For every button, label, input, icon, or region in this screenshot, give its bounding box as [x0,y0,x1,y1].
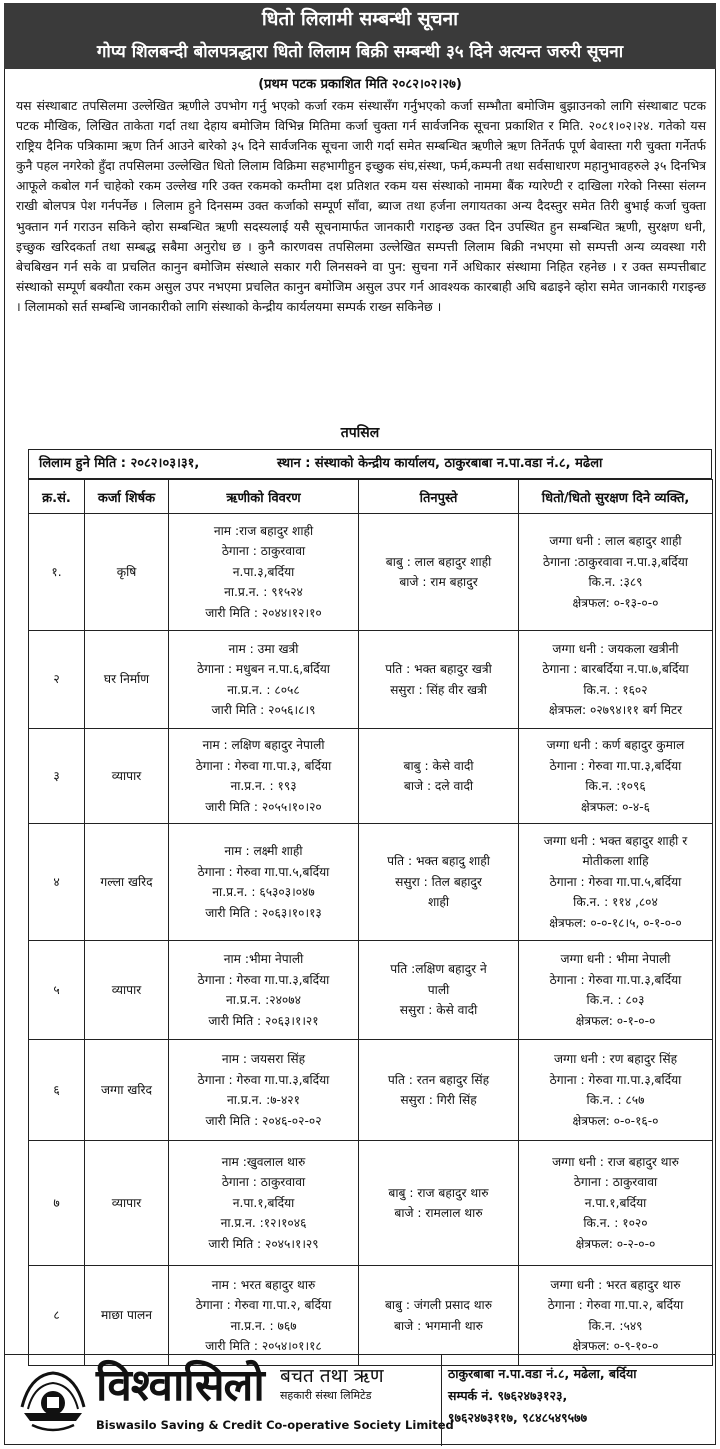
collateral-details-cell [519,941,713,1040]
loan-type-cell: कृषि [85,514,169,631]
loan-type-cell: व्यापार [85,1141,169,1266]
collateral-line: कि.न. : ११४ ,८०४ [573,895,658,910]
family-line: पति : भक्त बहादुर खत्री [385,662,492,676]
family-line: बाबु : केसे वादी [403,758,474,773]
collateral-line: क्षेत्रफल: ०-४-६ [581,799,650,814]
borrower-line: नाम :भीमा नेपाली [223,952,304,966]
borrower-line: जारी मिति : २०५४।०१।१८ [205,1339,322,1353]
borrower-line: नाम :खुवलाल थारु [221,1154,306,1169]
collateral-line: ठेगाना :ठाकुरवावा न.पा.३,बर्दिया [543,554,688,569]
table-body [29,514,713,1366]
collateral-details-cell [519,631,713,729]
english-name: Biswasilo Saving & Credit Co-operative Society Limited [96,1418,454,1432]
borrower-line: जारी मिति : २०४५।१।२९ [208,1236,319,1251]
serial-number-cell: ६ [29,1040,85,1141]
contact-block [441,1355,716,1446]
collateral-line: क्षेत्रफल: ०२७९४।११ बर्ग मिटर [548,703,683,717]
collateral-line: जग्गा धनी : कर्ण बहादुर कुमाल [546,738,685,752]
borrower-details-cell [169,514,359,631]
borrower-line: नाम : लक्ष्मी शाही [224,844,303,858]
collateral-line: जग्गा धनी : रण बहादुर सिंह [553,1052,678,1066]
family-details-cell [359,824,519,941]
family-details-cell [359,1266,519,1366]
borrower-line: जारी मिति : २०४६-०२-०२ [205,1113,322,1128]
family-line: ससुरा : गिरी सिंह [400,1093,477,1107]
borrower-line: ना.प्र.न. :२४०७४ [226,993,301,1007]
family-line: बाबु : राज बहादुर थारु [388,1185,489,1200]
borrower-line: ना.प्र.न. : ९१५२४ [224,585,303,600]
family-details-cell [359,514,519,631]
table-row [29,1141,713,1266]
borrower-line: जारी मिति : २०६३।१।२१ [208,1013,319,1028]
family-line: पति : रतन बहादुर सिंह [387,1072,490,1087]
col-header-family: तिनपुस्ते [359,480,519,514]
borrower-details-cell [169,824,359,941]
family-line: बाजे : राम बहादुर [399,575,478,589]
family-details-cell [359,729,519,824]
auction-info-bar [28,449,712,479]
collateral-line: कि.न. : ८०३ [586,993,645,1007]
serial-number-cell: ३ [29,729,85,824]
collateral-line: ठेगाना : ठाकुरवावा [573,1175,658,1190]
family-details-cell [359,1040,519,1141]
collateral-line: न.पा.१,बर्दिया [584,1195,647,1210]
collateral-line: कि.न. :५४९ [588,1318,643,1333]
office-address: ठाकुरबाबा न.पा.वडा नं.८, मढेला, बर्दिया [448,1366,637,1381]
serial-number-cell: ७ [29,1141,85,1266]
family-line: पति :लक्षिण बहादुर ने [390,962,487,977]
family-line: बाजे : रामलाल थारु [394,1206,483,1220]
collateral-line: जग्गा धनी : जयकला खत्रीनी [552,641,679,656]
loan-type-cell: घर निर्माण [85,631,169,729]
borrower-line: ठेगाना : ठाकुरवावा [221,544,306,559]
col-header-sn: क्र.सं. [29,480,85,514]
family-line: पाली [427,982,450,997]
annex-title: तपसिल [340,425,380,441]
collateral-line: कि.न. : १०२० [583,1216,648,1231]
brand-tagline-sub: सहकारी संस्था लिमिटेड [280,1389,372,1402]
borrower-details-cell [169,1040,359,1141]
serial-number-cell: २ [29,631,85,729]
collateral-line: कि.न. : १६०२ [583,682,648,697]
borrower-line: ठेगाना : मधुबन न.पा.६,बर्दिया [197,662,330,676]
borrower-line: जारी मिति : २०५५।१०।२० [205,799,322,814]
family-line: शाही [427,895,450,910]
borrower-line: जारी मिति : २०६३।१०।१३ [205,905,322,920]
table-row [29,1040,713,1141]
borrower-line: न.पा.३,बर्दिया [232,564,295,579]
borrower-line: ठेगाना : गेरुवा गा.पा.३,बर्दिया [197,1072,330,1087]
phone-numbers: ९७६२४७३११७, ९८४८५४९५७७ [448,1410,588,1425]
brand-name: विश्वासिलो [96,1360,264,1411]
collateral-line: जग्गा धनी : लाल बहादुर शाही [549,534,682,548]
loan-type-cell: माछा पालन [85,1266,169,1366]
borrower-details-cell [169,1266,359,1366]
collateral-line: जग्गा धनी : राज बहादुर थारु [552,1154,679,1169]
serial-number-cell: ५ [29,941,85,1040]
collateral-line: जग्गा धनी : भरत बहादुर थारु [550,1277,681,1292]
col-header-borrower: ऋणीको विवरण [169,480,359,514]
collateral-line: मोतीकला शाहि [582,854,649,869]
borrower-line: जारी मिति : २०४४।१२।१० [205,605,322,620]
loan-type-cell: व्यापार [85,729,169,824]
collateral-line: ठेगाना : गेरुवा गा.पा.३,बर्दिया [549,758,682,773]
borrower-line: नाम : उमा खत्री [228,641,299,656]
borrower-line: ठेगाना : गेरुवा गा.पा.५,बर्दिया [197,864,330,879]
collateral-details-cell [519,1266,713,1366]
auction-place: स्थान : संस्थाको केन्द्रीय कार्यालय, ठाकुरबाबा न.पा.वडा नं.८, मढेला [277,456,603,471]
loan-type-cell: व्यापार [85,941,169,1040]
borrower-details-cell [169,631,359,729]
collateral-line: ठेगाना : बारबर्दिया न.पा.७,बर्दिया [542,662,689,676]
collateral-line: कि.न. :१०९६ [585,779,646,793]
notice-title: धितो लिलामी सम्बन्धी सूचना [4,3,716,35]
collateral-details-cell [519,514,713,631]
first-published-date: (प्रथम पटक प्रकाशित मिति २०८२।०२।२७) [258,77,462,92]
borrower-line: ठेगाना : ठाकुरवावा [221,1175,306,1190]
table-row [29,1266,713,1366]
collateral-table [28,479,713,1366]
borrower-details-cell [169,729,359,824]
table-row [29,824,713,941]
borrower-details-cell [169,941,359,1040]
collateral-line: क्षेत्रफल: ०-९-१०-० [572,1339,659,1353]
collateral-details-cell [519,729,713,824]
collateral-details-cell [519,1040,713,1141]
loan-type-cell: गल्ला खरिद [85,824,169,941]
collateral-line: कि.न. :३८९ [588,575,643,589]
collateral-line: जग्गा धनी : भक्त बहादुर शाही र [543,833,688,848]
cooperative-logo-icon [18,1367,88,1433]
borrower-line: न.पा.१,बर्दिया [232,1195,295,1210]
borrower-line: जारी मिति : २०५६।८।९ [211,703,316,717]
collateral-line: ठेगाना : गेरुवा गा.पा.३,बर्दिया [549,1072,682,1087]
serial-number-cell: ८ [29,1266,85,1366]
table-row [29,729,713,824]
family-line: ससुरा : केसे वादी [399,1003,478,1018]
collateral-line: ठेगाना : गेरुवा गा.पा.२, बर्दिया [547,1298,684,1312]
table-row [29,941,713,1040]
collateral-line: क्षेत्रफल: ०-०-१६-० [572,1113,659,1128]
contact-number: सम्पर्क नं. ९७६२४७३१२३, [448,1388,568,1403]
borrower-line: नाम :राज बहादुर शाही [213,523,314,538]
borrower-line: ना.प्र.न. : १९३ [230,779,297,793]
table-row [29,514,713,631]
col-header-collateral: धितो/धितो सुरक्षण दिने व्यक्ति, [519,480,713,514]
borrower-line: नाम : भरत बहादुर थारु [211,1277,316,1292]
col-header-loan-type: कर्जा शिर्षक [85,480,169,514]
family-line: बाजे : दले वादी [403,779,474,793]
borrower-line: ना.प्र.न. :१२।१०४६ [220,1216,307,1231]
family-details-cell [359,1141,519,1266]
collateral-line: ठेगाना : गेरुवा गा.पा.५,बर्दिया [549,874,682,889]
collateral-line: क्षेत्रफल: ०-१-०-० [575,1013,656,1028]
collateral-details-cell [519,824,713,941]
collateral-line: कि.न. : ८५७ [586,1093,645,1107]
collateral-line: जग्गा धनी : भीमा नेपाली [560,952,671,966]
borrower-line: ठेगाना : गेरुवा गा.पा.२, बर्दिया [195,1298,332,1312]
serial-number-cell: ४ [29,824,85,941]
loan-type-cell: जग्गा खरिद [85,1040,169,1141]
borrower-line: ना.प्र.न. : ७६७ [230,1318,297,1333]
borrower-line: ठेगाना : गेरुवा गा.पा.३,बर्दिया [197,972,330,987]
family-line: ससुरा : तिल बहादुर [395,874,482,889]
serial-number-cell: १. [29,514,85,631]
table-row [29,631,713,729]
family-line: बाबु : लाल बहादुर शाही [385,554,492,569]
borrower-line: ना.प्र.न. : ६५३०३।०४७ [212,885,315,899]
borrower-line: ना.प्र.न. : ८०५८ [227,682,300,697]
collateral-line: ठेगाना : गेरुवा गा.पा.३,बर्दिया [549,972,682,987]
family-line: ससुरा : सिंह वीर खत्री [390,682,487,697]
family-details-cell [359,941,519,1040]
brand-tagline: बचत तथा ऋण [280,1365,384,1387]
collateral-details-cell [519,1141,713,1266]
borrower-line: नाम : लक्षिण बहादुर नेपाली [202,738,325,752]
family-line: पति : भक्त बहादु शाही [387,854,490,869]
auction-date: लिलाम हुने मिति : २०८२।०३।३१, [39,456,200,471]
borrower-details-cell [169,1141,359,1266]
family-line: बाबु : जंगली प्रसाद थारु [384,1298,493,1312]
table-header-row [29,480,713,514]
borrower-line: नाम : जयसरा सिंह [221,1052,306,1066]
notice-body: यस संस्थाबाट तपसिलमा उल्लेखित ऋणीले उपभोग गर्नु भएको कर्जा रकम संस्थासँग गर्नुभएको कर्जा सम्भौता बमोजिम बुझाउनको लागि संस्थाबाट पटक पटक मौखिक, लिखित ताकेता गर्दा तथा देहाय बमोजिम विभिन्न मितिमा कर्जा चुक्ता गर्न सार्वजनिक सूचना प्रकाशित र मिति. २०८१।०२।२४. गतेको यस राष्ट्रिय दैनिक पत्रिकामा ऋण तिर्न आउने बारेको ३५ दिने सार्वजनिक सूचना जारी गर्दा समेत सम्बन्धित ऋणीले ऋण तिर्नेतर्फ पूर्ण बेवास्ता गरी चुक्ता गर्नेतर्फ कुनै पहल नगरेको हुँदा तपसिलमा उल्लेखित धितो लिलाम विक्रिमा सहभागीहुन इच्छुक संघ,संस्था, फर्म,कम्पनी तथा सर्वसाधारण महानुभावहरुले ३५ दिनभित्र आफूले कबोल गर्न चाहेको रकम उल्लेख गरि उक्त रकमको कम्तीमा दश प्रतिशत रकम यस संस्थाको नाममा बैंक ग्यारेण्टी र दाखिला गरेको निस्सा संलग्न राखी बोलपत्र पेश गर्नपर्नेछ । लिलाम हुने दिनसम्म उक्त कर्जाको सम्पूर्ण साँवा, ब्याज तथा हर्जना लगायतका अन्य दैदस्तुर समेत तिरी बुभाई कर्जा चुक्ता भुक्तान गर्न गराउन सकिने व्होरा सम्बन्धित ऋणी सदस्यलाई यसै सूचनामार्फत जानकारी गराइन्छ उक्त दिन उपस्थित हुन सम्बन्धित ऋणी, सुरक्षण धनी, इच्छुक खरिदकर्ता तथा सम्बद्ध सबैमा अनुरोध छ । कुनै कारणवस तपसिलमा उल्लेखित सम्पत्ती लिलाम बिक्री नभएमा सो सम्पत्ती अन्य व्यवस्था गरी बेचबिखन गर्न सके वा प्रचलित कानुन बमोजिम संस्थाले सकार गरी लिनसक्ने वा पुन: सुचना गर्ने अधिकार संस्थामा निहित रहनेछ । र उक्त सम्पत्तीबाट संस्थाको सम्पूर्ण बक्यौता रकम असुल उपर नभएमा प्रचलित कानुन बमोजिम असुल उपर गर्न आवश्यक कारबाही अघि बढाइने व्होरा समेत जानकारी गराइन्छ । लिलामको सर्त सम्बन्धि जानकारीको लागि संस्थाको केन्द्रीय कार्यलयमा सम्पर्क राख्न सकिनेछ । [16,98,706,314]
borrower-line: ना.प्र.न. :७-४२१ [227,1093,300,1107]
collateral-line: क्षेत्रफल: ०-०-१८।५, ०-१-०-० [549,915,682,930]
borrower-line: ठेगाना : गेरुवा गा.पा.३, बर्दिया [195,758,332,773]
family-line: बाजे : भगमानी थारु [394,1318,483,1333]
family-details-cell [359,631,519,729]
notice-subtitle: गोप्य शिलबन्दी बोलपत्रद्धारा धितो लिलाम बिक्री सम्बन्धी ३५ दिने अत्यन्त जरुरी सूचना [4,35,716,69]
collateral-line: क्षेत्रफल: ०-१३-०-० [572,595,659,610]
footer [4,1354,716,1445]
collateral-line: क्षेत्रफल: ०-२-०-० [575,1236,656,1251]
